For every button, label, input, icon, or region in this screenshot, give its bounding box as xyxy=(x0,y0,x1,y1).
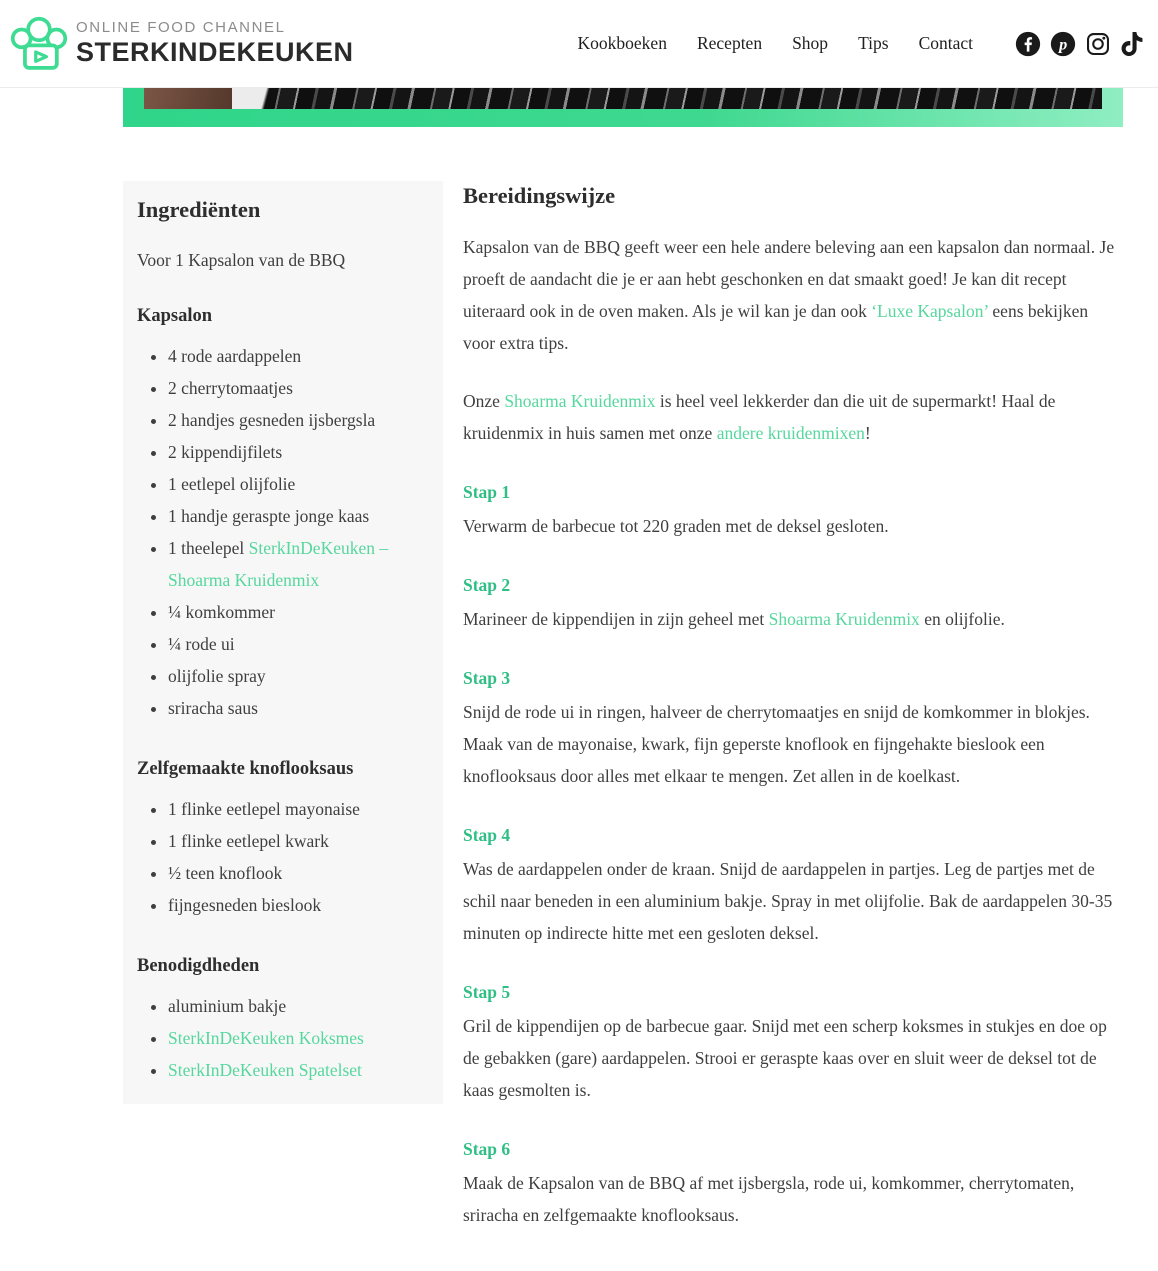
nav-item-recepten[interactable]: Recepten xyxy=(696,33,763,53)
social-links xyxy=(1015,31,1144,57)
ingredient-item xyxy=(168,857,427,889)
hero-image xyxy=(144,88,1102,109)
facebook-icon[interactable] xyxy=(1015,31,1041,57)
ingredient-item xyxy=(168,793,427,825)
nav-item-shop[interactable]: Shop xyxy=(792,33,829,53)
nav-item-contact[interactable]: Contact xyxy=(918,33,973,53)
step-label: Stap 4 xyxy=(463,825,511,845)
step-label: Stap 1 xyxy=(463,482,511,502)
step-text: Snijd de rode ui in ringen, halveer de cherrytomaatjes en snijd de komkommer in blokjes. Maak van de mayonaise, kwark, fijn geperste knoflook en fijngehakte bieslook een knoflooksaus door alles met elkaar te mengen. Zet allen in de koelkast. xyxy=(463,702,1090,786)
brand-name: STERKINDEKEUKEN xyxy=(76,37,354,67)
ingredient-text: 4 rode aardappelen xyxy=(168,346,302,366)
intro-text: Kapsalon van de BBQ geeft weer een hele andere beleving aan een kapsalon dan normaal. Je proeft de aandacht die je er aan hebt geschonken en dat smaakt goed! Je kan dit recept uiteraard ook in de oven maken. Als je wil kan je dan ook xyxy=(463,237,1115,321)
step-text xyxy=(463,1167,1123,1231)
step-text xyxy=(463,1010,1123,1106)
brand-logo[interactable] xyxy=(8,14,354,74)
intro-text: Onze xyxy=(463,391,505,411)
ingredient-item xyxy=(168,404,427,436)
intro-text: eens bekijken voor extra tips. xyxy=(463,301,1089,353)
ingredient-item xyxy=(168,372,427,404)
ingredient-item xyxy=(168,628,427,660)
ingredient-text: ½ teen knoflook xyxy=(168,863,283,883)
intro-link[interactable]: andere kruidenmixen xyxy=(716,423,865,443)
ingredient-text: 2 kippendijfilets xyxy=(168,442,283,462)
serves-text: Voor 1 Kapsalon van de BBQ xyxy=(137,250,346,270)
svg-text:p: p xyxy=(1059,34,1068,53)
step-text: Verwarm de barbecue tot 220 graden met de deksel gesloten. xyxy=(463,516,889,536)
ingredient-item xyxy=(168,825,427,857)
ingredient-item xyxy=(168,436,427,468)
method-title: Bereidingswijze xyxy=(463,183,616,208)
ingredient-item xyxy=(168,660,427,692)
intro-paragraph xyxy=(463,231,1123,359)
ingredient-link[interactable]: SterkInDeKeuken Spatelset xyxy=(168,1060,362,1080)
ingredient-item xyxy=(168,1054,427,1086)
method-section xyxy=(463,181,1123,1231)
ingredient-item xyxy=(168,889,427,921)
recipe-content xyxy=(123,181,1123,1231)
ingredient-item xyxy=(168,500,427,532)
step-text: Maak de Kapsalon van de BBQ af met ijsbergsla, rode ui, komkommer, cherrytomaten, sriracha en zelfgemaakte knoflooksaus. xyxy=(463,1173,1075,1225)
ingredient-list xyxy=(137,340,427,724)
ingredient-list xyxy=(137,793,427,921)
ingredient-text: 1 eetlepel olijfolie xyxy=(168,474,296,494)
step-label: Stap 6 xyxy=(463,1139,511,1159)
ingredient-group-heading: Zelfgemaakte knoflooksaus xyxy=(137,759,354,779)
ingredient-text: 2 cherrytomaatjes xyxy=(168,378,293,398)
pinterest-icon[interactable] xyxy=(1050,31,1076,57)
intro-paragraph xyxy=(463,385,1123,449)
ingredient-item xyxy=(168,340,427,372)
tiktok-icon[interactable] xyxy=(1120,31,1144,57)
brand-tagline: ONLINE FOOD CHANNEL xyxy=(76,19,286,36)
ingredient-text: 1 handje geraspte jonge kaas xyxy=(168,506,370,526)
ingredient-item xyxy=(168,1022,427,1054)
site-header xyxy=(0,0,1158,88)
ingredient-text: ¼ komkommer xyxy=(168,602,275,622)
nav-item-tips[interactable]: Tips xyxy=(858,33,889,53)
step-text: Was de aardappelen onder de kraan. Snijd de aardappelen in partjes. Leg de partjes met de schil naar beneden in een aluminium bakje. Spray in met olijfolie. Bak de aardappelen 30-35 minuten op indirecte hitte met een gesloten deksel. xyxy=(463,859,1113,943)
ingredient-item xyxy=(168,692,427,724)
ingredient-text: ¼ rode ui xyxy=(168,634,235,654)
step-text xyxy=(463,603,1123,635)
step-text xyxy=(463,853,1123,949)
step-text: Marineer de kippendijen in zijn geheel met xyxy=(463,609,769,629)
ingredient-text: 1 theelepel xyxy=(168,538,249,558)
step-text xyxy=(463,696,1123,792)
step-text xyxy=(463,510,1123,542)
ingredient-text: olijfolie spray xyxy=(168,666,266,686)
step-text: Gril de kippendijen op de barbecue gaar. Snijd met een scherp koksmes in stukjes en doe op de gebakken (gare) aardappelen. Strooi er geraspte kaas over en sluit weer de deksel tot de kaas gesmolten is. xyxy=(463,1016,1107,1100)
instagram-icon[interactable] xyxy=(1085,31,1111,57)
ingredient-item xyxy=(168,532,427,596)
intro-link[interactable]: ‘Luxe Kapsalon’ xyxy=(871,301,989,321)
ingredient-item xyxy=(168,990,427,1022)
ingredient-list xyxy=(137,990,427,1086)
ingredient-item xyxy=(168,468,427,500)
intro-text: is heel veel lekkerder dan die uit de supermarkt! Haal de kruidenmix in huis samen met onze xyxy=(463,391,1056,443)
step-text: en olijfolie. xyxy=(919,609,1005,629)
nav-item-kookboeken[interactable]: Kookboeken xyxy=(577,33,667,53)
ingredient-link[interactable]: SterkInDeKeuken Koksmes xyxy=(168,1028,364,1048)
ingredient-group-heading: Kapsalon xyxy=(137,306,213,326)
step-label: Stap 2 xyxy=(463,575,511,595)
main-nav xyxy=(578,33,973,54)
ingredient-text: fijngesneden bieslook xyxy=(168,895,322,915)
ingredient-group-heading: Benodigdheden xyxy=(137,956,260,976)
step-label: Stap 3 xyxy=(463,668,511,688)
ingredient-item xyxy=(168,596,427,628)
ingredients-panel xyxy=(123,181,443,1104)
hero-banner xyxy=(123,88,1123,127)
ingredient-text: 2 handjes gesneden ijsbergsla xyxy=(168,410,376,430)
intro-link[interactable]: Shoarma Kruidenmix xyxy=(504,391,656,411)
ingredient-text: 1 flinke eetlepel mayonaise xyxy=(168,799,360,819)
step-link[interactable]: Shoarma Kruidenmix xyxy=(768,609,920,629)
ingredient-text: sriracha saus xyxy=(168,698,258,718)
ingredient-text: 1 flinke eetlepel kwark xyxy=(168,831,329,851)
ingredient-text: aluminium bakje xyxy=(168,996,287,1016)
chef-hat-play-icon xyxy=(8,14,70,74)
step-label: Stap 5 xyxy=(463,982,511,1002)
ingredient-link[interactable]: SterkInDeKeuken – Shoarma Kruidenmix xyxy=(168,538,389,590)
intro-text: ! xyxy=(864,423,871,443)
ingredients-title: Ingrediënten xyxy=(137,197,261,222)
